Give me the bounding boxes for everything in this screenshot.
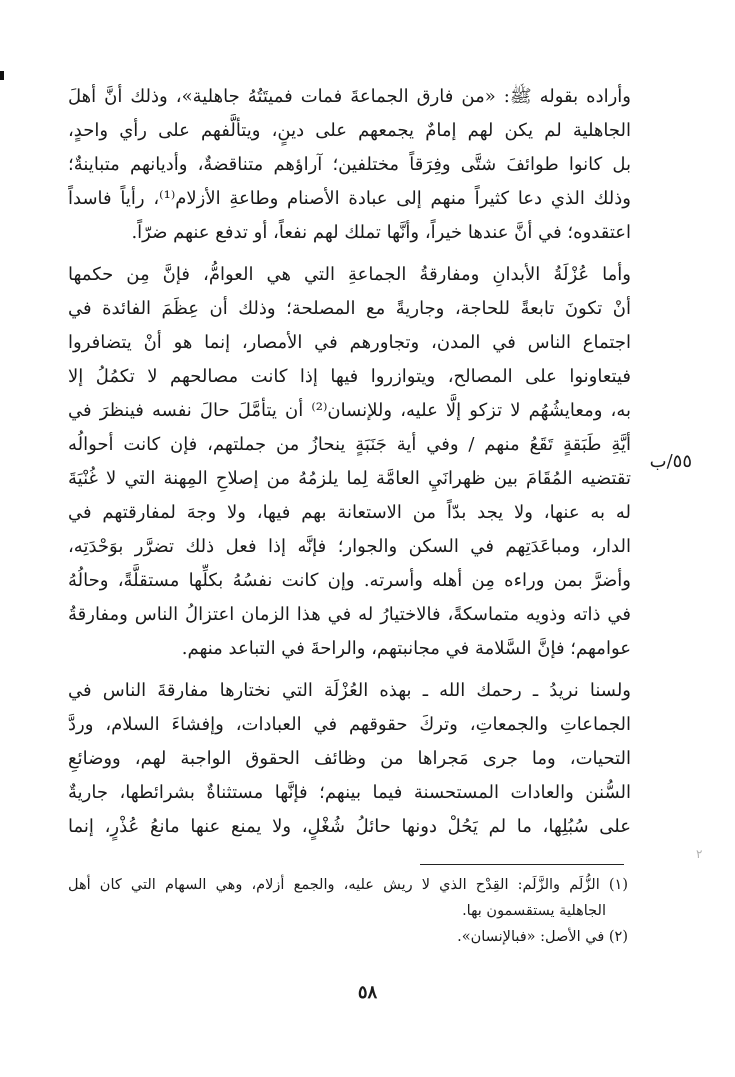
text-line: وأضرَّ بمن وراءه مِن أهله وأسرته. وإن كانت نفسُهُ بكلِّها مستقلَّةً، وحالُهُ [68,570,631,591]
paragraph-3 [68,674,631,844]
text-line: اعتقدوه؛ في أنَّ عندها خيراً، وأنَّها تملك لهم نفعاً، أو تدفع عنهم ضرّاً. [131,222,631,243]
text-line: وأما عُزْلَةُ الأبدانِ ومفارقةُ الجماعةِ التي هي العوامُّ، فإنَّ مِن حكمها [68,264,631,285]
text-line: أنْ تكونَ تابعةً للحاجة، وجاريةً مع المصلحة؛ وذلك أن عِظَمَ الفائدة في [68,298,631,319]
text-line: في ذاته وذويه متماسكةً، فالاختيارُ له في هذا الزمان اعتزالُ الناس ومفارقةُ [68,604,631,625]
text-line: تقتضيه المُقَامَ بين ظهرانَيِ العامَّة لِما يلزمُهُ من إصلاحِ المِهنة التي لا غُنْيَةَ [68,468,631,489]
main-text [68,80,631,844]
stray-mark: ٢ [696,847,703,861]
text-line: وأراده بقوله ﷺ: «من فارق الجماعةَ فمات فميتَتُهُ جاهلية»، وذلك أنَّ أهلَ [68,86,631,107]
page-edge-mark [0,71,4,80]
text-line: أيَّةِ طَبَقةٍ تَقَعُ منهم / وفي أية جَنَبَةٍ ينحازُ من جملتهم، فإن كانت أحوالُه [68,434,631,455]
footnote-2: (٢) في الأصل: «فبالإنسان». [457,929,628,945]
footnote-1-continuation: الجاهلية يستقسمون بها. [462,903,606,919]
text-line: على سُبُلِها، ما لم يَحُلْ دونها حائلُ شُغْلٍ، ولا يمنع عنها مانعُ عُذْرٍ، إنما [68,816,631,837]
text-line: به، ومعايشُهُم لا تزكو إلَّا عليه، وللإنسان⁽²⁾ أن يتأمَّلَ حالَ نفسه فينظرَ في [68,400,631,421]
text-line: بل كانوا طوائفَ شتَّى وفِرَقاً مختلفين؛ آراؤهم متناقضةٌ، وأديانهم متباينةٌ؛ [68,154,631,175]
footnotes [68,872,628,950]
text-line: التحيات، وما جرى مَجراها من وظائف الحقوق الواجبة لهم، ووضائعِ [68,748,631,769]
text-line: السُّنن والعادات المستحسنة فيما بينهم؛ فإنَّها مستثناةٌ بشرائطها، جاريةٌ [68,782,631,803]
text-line: وذلك الذي دعا كثيراً منهم إلى عبادة الأصنام وطاعةِ الأزلام⁽¹⁾، رأياً فاسداً [68,188,631,209]
paragraph-gap [68,250,631,258]
text-line: الدار، ومباعَدَتِهم في السكن والجوار؛ فإنَّه إذا فعل ذلك تضرَّر بوَحْدَتِه، [68,536,631,557]
text-line: اجتماع الناس في المدن، وتجاورهم في الأمصار، إنما هو أنْ يتضافروا [68,332,631,353]
text-line: له به عنها، ولا يجد بدّاً من الاستعانة بهم فيها، ولا وجهَ لمفارقتهم في [68,502,631,523]
paragraph-1 [68,80,631,250]
manuscript-folio-reference: ٥٥/ب [649,451,692,472]
text-line: الجاهلية لم يكن لهم إمامٌ يجمعهم على دينٍ، ويتألَّفهم على رأي واحدٍ، [68,120,631,141]
text-line: عوامهم؛ فإنَّ السَّلامة في مجانبتهم، والراحةَ في التباعد منهم. [181,638,631,659]
footnote-1: (١) الزُّلَم والزَّلَم: القِدْح الذي لا ريش عليه، والجمع أزلام، وهي السهام التي كان أهل [68,877,628,893]
text-line: ولسنا نريدُ ـ رحمك الله ـ بهذه العُزْلَة التي نختارها مفارقةَ الناس في [68,680,631,701]
text-line: الجماعاتِ والجمعاتِ، وتركَ حقوقهم في العبادات، وإفشاءَ السلام، وردَّ [68,714,631,735]
paragraph-gap [68,666,631,674]
paragraph-2 [68,258,631,666]
footnote-divider [420,864,624,865]
text-line: فيتعاونوا على المصالح، ويتوازروا فيها إذا كانت مصالحهم لا تكمُلُ إلا [68,366,631,387]
page-number: ٥٨ [357,982,378,1003]
